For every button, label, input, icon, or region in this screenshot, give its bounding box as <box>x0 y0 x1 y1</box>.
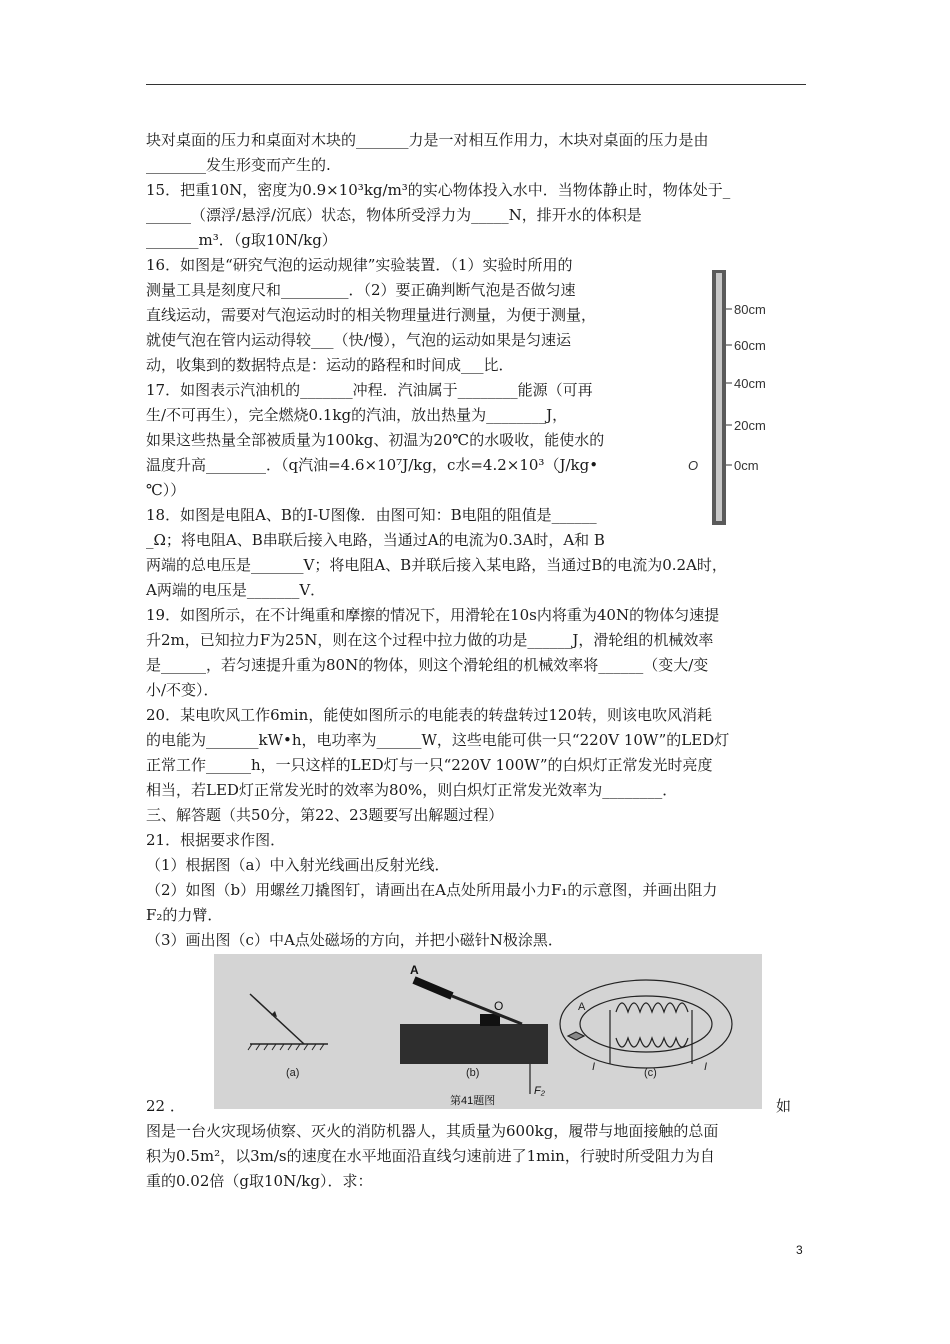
page-number: 3 <box>796 1243 803 1257</box>
text-line: （1）根据图（a）中入射光线画出反射光线． <box>146 856 450 874</box>
text-line: A两端的电压是_______V． <box>146 581 326 599</box>
text-line: 三、解答题（共50分，第22、23题要写出解题过程） <box>146 806 504 824</box>
text-line: 积为0.5m²，以3m/s的速度在水平地面沿直线匀速前进了1min，行驶时所受阻力为自 <box>146 1147 715 1165</box>
tube-label-20: 20cm <box>734 418 766 433</box>
text-line: 相当，若LED灯正常发光时的效率为80%，则白炽灯正常发光效率为________． <box>146 781 678 799</box>
header-rule <box>146 84 806 85</box>
text-line: 18．如图是电阻A、B的I-U图像．由图可知：B电阻的阻值是______ <box>146 506 597 524</box>
text-line: 小/不变）． <box>146 681 219 699</box>
text-line: 温度升高________．（q汽油=4.6×10⁷J/kg，c水=4.2×10³（J/kg• <box>146 456 599 474</box>
figure-b-label-O: O <box>494 999 504 1013</box>
text-line: 升2m，已知拉力F为25N，则在这个过程中拉力做的功是______J，滑轮组的机械效率 <box>146 631 714 649</box>
text-line: 20．某电吹风工作6min，能使如图所示的电能表的转盘转过120转，则该电吹风消耗 <box>146 706 712 724</box>
text-line: 如果这些热量全部被质量为100kg、初温为20℃的水吸收，能使水的 <box>146 431 605 449</box>
text-line: 是______，若匀速提升重为80N的物体，则这个滑轮组的机械效率将______（变大/变 <box>146 656 709 674</box>
text-line: 测量工具是刻度尺和_________．（2）要正确判断气泡是否做匀速 <box>146 281 576 299</box>
tube-label-40: 40cm <box>734 376 766 391</box>
text-line: 两端的总电压是_______V；将电阻A、B并联后接入某电路，当通过B的电流为0.2A时， <box>146 556 727 574</box>
text-line: 15．把重10N，密度为0.9×10³kg/m³的实心物体投入水中．当物体静止时，物体处于_ <box>146 181 731 199</box>
text-line: （3）画出图（c）中A点处磁场的方向，并把小磁针N极涂黑． <box>146 931 563 949</box>
text-line: 21．根据要求作图． <box>146 831 286 849</box>
text-line: ______（漂浮/悬浮/沉底）状态，物体所受浮力为_____N，排开水的体积是 <box>146 206 642 224</box>
tube-label-60: 60cm <box>734 338 766 353</box>
text-line: 图是一台火灾现场侦察、灭火的消防机器人，其质量为600kg，履带与地面接触的总面 <box>146 1122 719 1140</box>
text-line: 19．如图所示，在不计绳重和摩擦的情况下，用滑轮在10s内将重为40N的物体匀速提 <box>146 606 720 624</box>
text-line: 16．如图是“研究气泡的运动规律”实验装置．（1）实验时所用的 <box>146 256 573 274</box>
figure-c-label-I-right: I <box>704 1061 708 1073</box>
text-line: 正常工作______h，一只这样的LED灯与一只“220V 100W”的白炽灯正常发光时亮度 <box>146 756 713 774</box>
bubble-tube-figure <box>676 265 796 530</box>
text-line: 直线运动，需要对气泡运动时的相关物理量进行测量，为便于测量， <box>146 306 597 324</box>
text-line: F₂的力臂． <box>146 906 223 924</box>
text-line: 22 ． <box>146 1097 185 1115</box>
text-line: ℃）） <box>146 481 186 499</box>
figure-41-caption: 第41题图 <box>450 1095 496 1107</box>
figure-41 <box>214 954 762 1109</box>
text-line: （2）如图（b）用螺丝刀撬图钉，请画出在A点处所用最小力F₁的示意图，并画出阻力 <box>146 881 718 899</box>
text-line: ________发生形变而产生的. <box>146 156 331 174</box>
text-line: 生/不可再生），完全燃烧0.1kg的汽油，放出热量为________J， <box>146 406 568 424</box>
q22-right-text: 如 <box>776 1097 792 1115</box>
figure-c-label-A: A <box>578 1001 586 1013</box>
tube-label-80: 80cm <box>734 302 766 317</box>
figure-b-label: (b) <box>466 1067 480 1079</box>
figure-b-label-F2: F₂ <box>534 1085 545 1097</box>
figure-b-label-A: A <box>410 963 419 977</box>
text-line: _______m³．（g取10N/kg） <box>146 231 337 249</box>
tube-origin-label: O <box>688 458 699 473</box>
figure-c-label-I-left: I <box>592 1061 596 1073</box>
tube-label-0: 0cm <box>734 458 759 473</box>
figure-c-label: (c) <box>644 1067 657 1079</box>
text-line: 块对桌面的压力和桌面对木块的_______力是一对相互作用力，木块对桌面的压力是由 <box>146 131 709 149</box>
text-line: 重的0.02倍（g取10N/kg）．求： <box>146 1172 373 1190</box>
figure-a-label: (a) <box>286 1067 300 1079</box>
text-line: _Ω；将电阻A、B串联后接入电路，当通过A的电流为0.3A时，A和 B <box>146 531 605 549</box>
text-line: 动，收集到的数据特点是：运动的路程和时间成___比． <box>146 356 514 374</box>
text-line: 就使气泡在管内运动得较___（快/慢），气泡的运动如果是匀速运 <box>146 331 572 349</box>
text-line: 的电能为_______kW•h，电功率为______W，这些电能可供一只“220V 10W”的LED灯 <box>146 731 730 749</box>
text-line: 17．如图表示汽油机的_______冲程．汽油属于________能源（可再 <box>146 381 593 399</box>
